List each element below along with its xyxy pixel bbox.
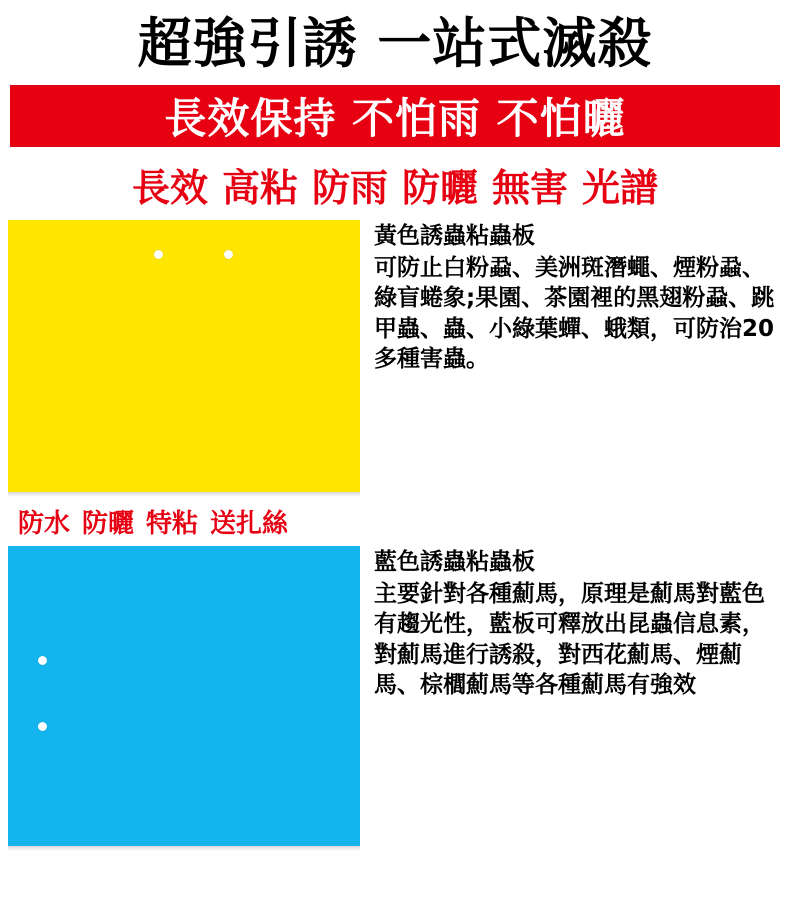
board-shadow (8, 846, 360, 851)
hole-icon (224, 250, 233, 259)
blue-title: 藍色誘蟲粘蟲板 (374, 548, 535, 575)
keyword-item: 無害 (492, 165, 569, 210)
keyword-item: 長效 (131, 165, 208, 210)
hole-icon (38, 656, 47, 665)
hole-icon (154, 250, 163, 259)
product-yellow (0, 220, 790, 497)
keyword-item: 防雨 (311, 165, 388, 210)
keyword-item: 高粘 (221, 165, 298, 210)
keyword-item: 防曬 (402, 165, 479, 210)
keyword-item: 光譜 (582, 165, 659, 210)
yellow-board-column (8, 220, 360, 497)
red-banner-text: 長效保持 不怕雨 不怕曬 (164, 93, 626, 143)
mid-caption (0, 497, 352, 546)
product-blue (0, 546, 790, 851)
blue-board-column (8, 546, 360, 851)
mid-caption-item: 特粘 (146, 508, 199, 539)
mid-caption-item: 防曬 (82, 508, 135, 539)
red-banner (10, 85, 780, 147)
yellow-sticky-board-image (8, 220, 360, 492)
yellow-body: 可防止白粉蝨、美洲斑潛蠅、煙粉蝨、綠盲蜷象;果園、茶園裡的黑翅粉蝨、跳甲蟲、蟲、小綠葉蟬、蛾類，可防治20多種害蟲。 (374, 255, 775, 373)
page-title: 超強引誘 一站式滅殺 (137, 12, 653, 75)
mid-caption-item: 送扎絲 (210, 508, 289, 539)
keyword-row (0, 157, 790, 212)
hole-icon (38, 722, 47, 731)
blue-description (360, 546, 782, 701)
mid-caption-item: 防水 (18, 508, 71, 539)
blue-body: 主要針對各種薊馬，原理是薊馬對藍色有趨光性，藍板可釋放出昆蟲信息素，對薊馬進行誘殺，對西花薊馬、煙薊馬、棕櫚薊馬等各種薊馬有強效 (374, 581, 765, 699)
mid-caption-row (0, 497, 790, 546)
yellow-title: 黃色誘蟲粘蟲板 (374, 222, 535, 249)
blue-sticky-board-image (8, 546, 360, 846)
yellow-description (360, 220, 782, 375)
